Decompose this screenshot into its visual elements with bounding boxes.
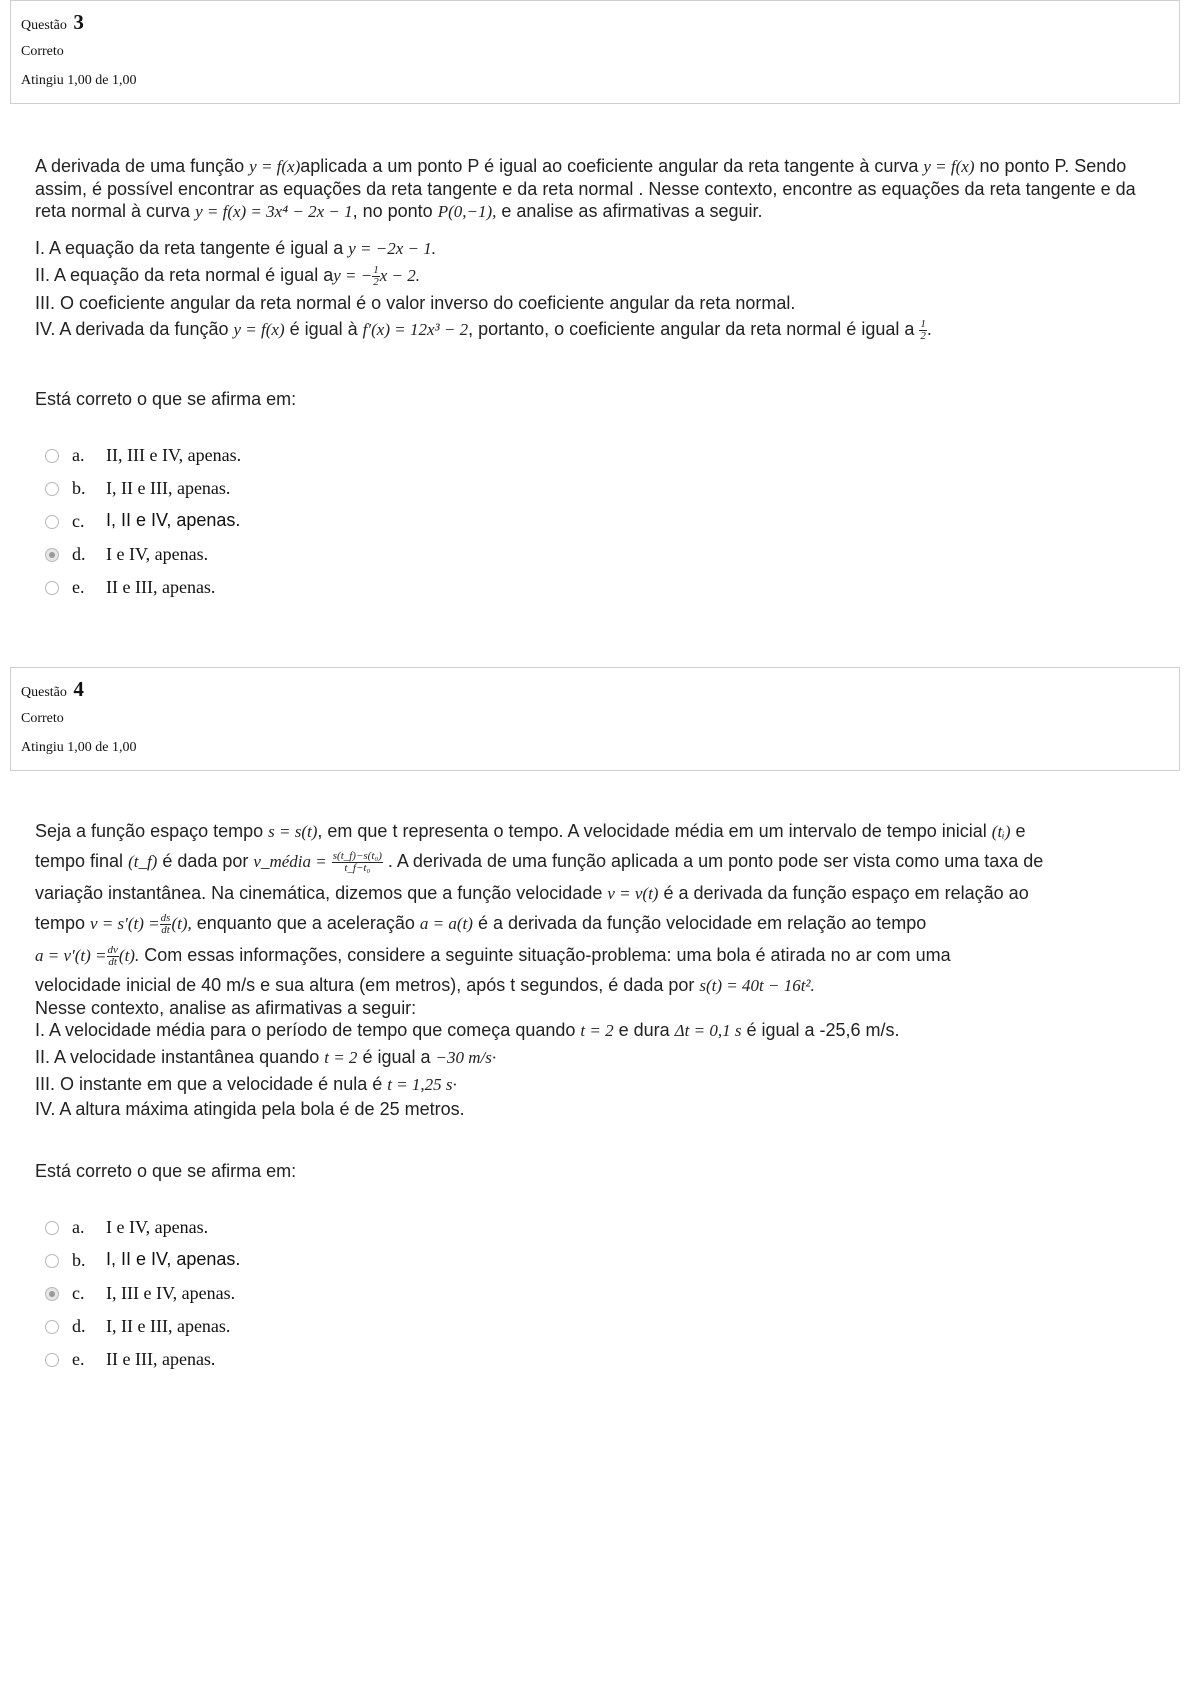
q4-line-3: variação instantânea. Na cinemática, dizemos que a função velocidade v = v(t) é a derivada da função espaço em relação ao xyxy=(35,883,1029,903)
question-3-info-box xyxy=(10,0,1180,104)
statement-4: IV. A derivada da função y = f(x) é igual à f′(x) = 12x³ − 2, portanto, o coeficiente angular da reta normal é igual a $\frac{1}{2}$ . xyxy=(35,317,932,342)
radio-button[interactable] xyxy=(45,515,59,529)
fraction: $\frac{1}{2}$ xyxy=(920,317,926,342)
question-3-paragraph: A derivada de uma função y = f(x)aplicada a um ponto P é igual ao coeficiente angular da reta tangente à curva y = f(x) no ponto P. Sendo assim, é possível encontrar as equações da reta tangente e da reta normal . Nesse contexto, encontre as equações da reta tangente e da reta normal à curva y = f(x) = 3x⁴ − 2x − 1, no ponto P(0,−1), e analise as afirmativas a seguir. xyxy=(35,156,1136,221)
question-3-text xyxy=(35,155,1165,342)
question-4-prompt: Está correto o que se afirma em: xyxy=(35,1161,297,1181)
radio-button-selected[interactable] xyxy=(45,548,59,562)
answer-option-a[interactable]: a. I e IV, apenas. xyxy=(45,1215,545,1248)
question-3-answers xyxy=(45,443,545,608)
statement-2: II. A equação da reta normal é igual ay = − $\frac{1}{2}$ x − 2. xyxy=(35,263,420,288)
radio-button[interactable] xyxy=(45,1254,59,1268)
q4-line-1: Seja a função espaço tempo s = s(t), em que t representa o tempo. A velocidade média em um intervalo de tempo inicial (tᵢ) e xyxy=(35,821,1026,841)
question-label: Questão xyxy=(21,18,67,33)
statement-1: I. A equação da reta tangente é igual a y = −2x − 1. xyxy=(35,238,437,258)
q4-line-5: a = v′(t) = $\frac{dv}{dt}$ (t). Com essas informações, considere a seguinte situação-problema: uma bola é atirada no ar com uma xyxy=(35,943,951,968)
answer-label: I, II e IV, apenas. xyxy=(106,1249,241,1269)
answer-option-e[interactable]: e. II e III, apenas. xyxy=(45,575,545,608)
q4-line-7: Nesse contexto, analise as afirmativas a seguir: xyxy=(35,998,417,1018)
answer-option-c[interactable]: c. I, III e IV, apenas. xyxy=(45,1281,545,1314)
statement-1: I. A velocidade média para o período de tempo que começa quando t = 2 e dura Δt = 0,1 s é igual a -25,6 m/s. xyxy=(35,1020,900,1040)
radio-button-selected[interactable] xyxy=(45,1287,59,1301)
answer-label: II, III e IV, apenas. xyxy=(106,445,242,465)
q4-line-4: tempo v = s′(t) = $\frac{ds}{dt}$ (t), enquanto que a aceleração a = a(t) é a derivada da função velocidade em relação ao tempo xyxy=(35,911,927,936)
statement-3: III. O coeficiente angular da reta normal é o valor inverso do coeficiente angular da reta normal. xyxy=(35,292,796,313)
radio-button[interactable] xyxy=(45,581,59,595)
question-3-prompt: Está correto o que se afirma em: xyxy=(35,389,297,409)
statement-2: II. A velocidade instantânea quando t = 2 é igual a −30 m/s· xyxy=(35,1047,497,1067)
radio-button[interactable] xyxy=(45,1353,59,1367)
answer-option-d[interactable]: d. I e IV, apenas. xyxy=(45,542,545,575)
question-number-value: 4 xyxy=(73,677,84,701)
statement-3: III. O instante em que a velocidade é nula é t = 1,25 s· xyxy=(35,1074,457,1094)
fraction: $\frac{1}{2}$ xyxy=(373,263,379,288)
question-state: Correto xyxy=(21,44,64,59)
question-state: Correto xyxy=(21,711,64,726)
answer-label: II e III, apenas. xyxy=(106,1349,216,1369)
radio-button[interactable] xyxy=(45,1221,59,1235)
radio-button[interactable] xyxy=(45,449,59,463)
answer-option-a[interactable]: a. II, III e IV, apenas. xyxy=(45,443,545,476)
question-4-info-box xyxy=(10,667,1180,771)
answer-label: I e IV, apenas. xyxy=(106,1217,209,1237)
answer-label: I, II e III, apenas. xyxy=(106,478,231,498)
answer-label: I, II e IV, apenas. xyxy=(106,510,241,530)
question-number xyxy=(21,677,84,702)
fraction: $\frac{dv}{dt}$ xyxy=(107,943,118,968)
question-grade: Atingiu 1,00 de 1,00 xyxy=(21,740,137,755)
fraction: $\frac{ds}{dt}$ xyxy=(160,911,171,936)
statement-4: IV. A altura máxima atingida pela bola é de 25 metros. xyxy=(35,1099,465,1119)
question-number xyxy=(21,10,84,35)
q4-line-2: tempo final (t_f) é dada por v_média = $\frac{\text{s(t\_f)−s(t₀)}}{\text{t\_f−t₀}}$ . A derivada de uma função aplicada a um ponto pode ser vista como uma taxa de xyxy=(35,849,1044,874)
answer-label: I, III e IV, apenas. xyxy=(106,1283,236,1303)
answer-label: II e III, apenas. xyxy=(106,577,216,597)
answer-option-c[interactable]: c. I, II e IV, apenas. xyxy=(45,509,545,542)
question-label: Questão xyxy=(21,685,67,700)
answer-option-e[interactable]: e. II e III, apenas. xyxy=(45,1347,545,1380)
question-number-value: 3 xyxy=(73,10,84,34)
question-4-answers xyxy=(45,1215,545,1380)
radio-button[interactable] xyxy=(45,482,59,496)
q4-line-6: velocidade inicial de 40 m/s e sua altura (em metros), após t segundos, é dada por s(t) = 40t − 16t². xyxy=(35,975,815,995)
answer-label: I, II e III, apenas. xyxy=(106,1316,231,1336)
answer-option-b[interactable]: b. I, II e III, apenas. xyxy=(45,476,545,509)
answer-label: I e IV, apenas. xyxy=(106,544,209,564)
question-4-text xyxy=(35,820,1165,1120)
answer-option-b[interactable]: b. I, II e IV, apenas. xyxy=(45,1248,545,1281)
radio-button[interactable] xyxy=(45,1320,59,1334)
answer-option-d[interactable]: d. I, II e III, apenas. xyxy=(45,1314,545,1347)
fraction: $\frac{\text{s(t\_f)−s(t₀)}}{\text{t\_f−t₀}}$ xyxy=(332,849,382,874)
question-grade: Atingiu 1,00 de 1,00 xyxy=(21,73,137,88)
